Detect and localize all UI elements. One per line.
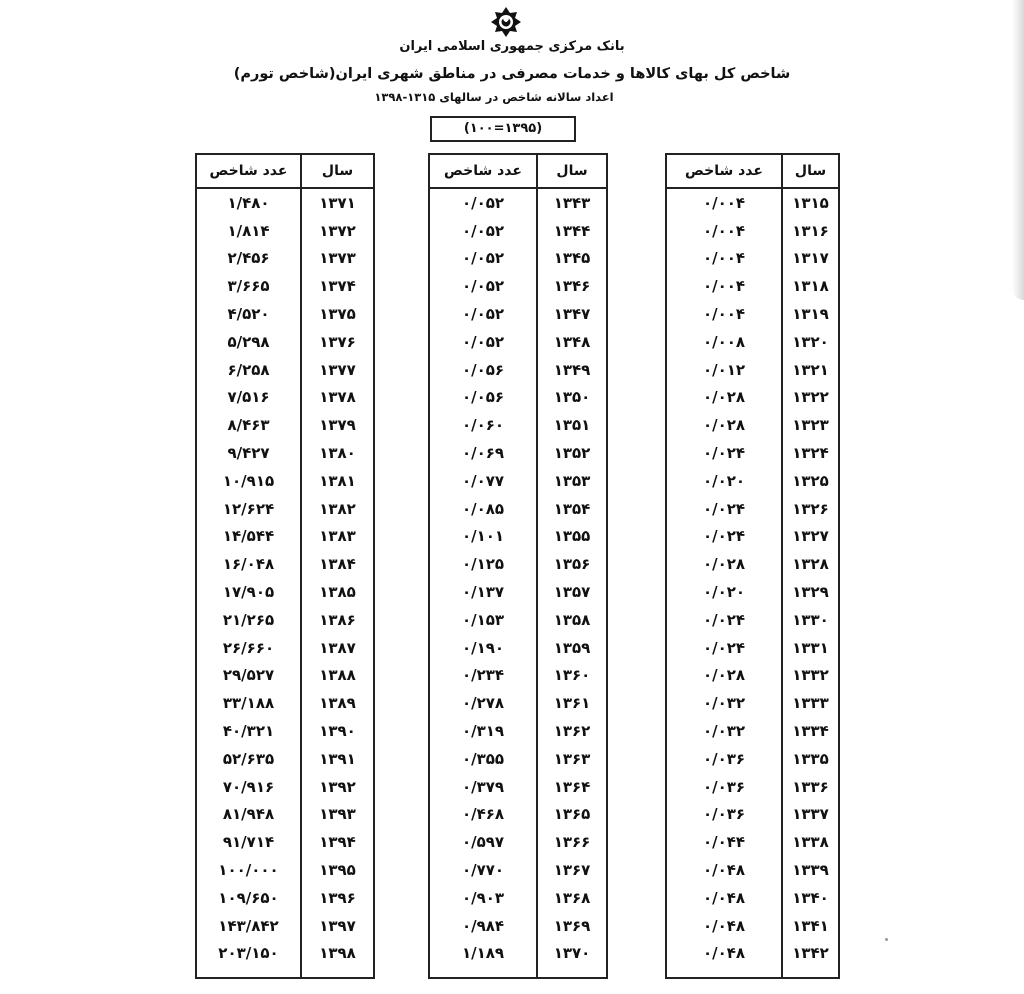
table-row (197, 439, 373, 467)
index-cell: ۰/۰۰۴ (702, 249, 746, 268)
table-row (197, 940, 373, 968)
year-cell: ۱۳۶۴ (536, 773, 606, 801)
year-cell: ۱۳۴۸ (536, 328, 606, 356)
table-row (430, 884, 606, 912)
year-column-header: سال (781, 155, 838, 187)
year-cell: ۱۳۷۵ (300, 300, 373, 328)
table-row (197, 356, 373, 384)
index-cell: ۰/۱۳۷ (461, 583, 505, 602)
index-cell: ۰/۰۷۷ (461, 471, 505, 490)
year-cell: ۱۳۴۴ (536, 217, 606, 245)
year-cell: ۱۳۳۱ (781, 634, 838, 662)
central-bank-logo-icon (489, 6, 523, 38)
index-cell: ۰/۰۲۸ (702, 666, 746, 685)
index-cell: ۸۱/۹۴۸ (222, 805, 275, 824)
index-table-1315-1342 (665, 153, 840, 979)
year-cell: ۱۳۸۰ (300, 439, 373, 467)
year-cell: ۱۳۴۲ (781, 940, 838, 968)
index-cell: ۰/۰۰۴ (702, 221, 746, 240)
table-row (667, 523, 838, 551)
index-cell: ۰/۳۱۹ (461, 722, 505, 741)
year-cell: ۱۳۸۶ (300, 606, 373, 634)
table-row (667, 495, 838, 523)
index-cell: ۰/۰۲۰ (702, 583, 746, 602)
index-cell: ۷۰/۹۱۶ (222, 777, 275, 796)
table-header (667, 155, 838, 189)
index-cell: ۰/۰۲۴ (702, 444, 746, 463)
year-cell: ۱۳۱۶ (781, 217, 838, 245)
year-cell: ۱۳۸۷ (300, 634, 373, 662)
year-cell: ۱۳۵۶ (536, 550, 606, 578)
table-row (430, 745, 606, 773)
table-row (430, 634, 606, 662)
table-row (197, 689, 373, 717)
year-cell: ۱۳۵۱ (536, 411, 606, 439)
index-cell: ۴/۵۲۰ (227, 305, 270, 324)
table-row (197, 884, 373, 912)
table-row (197, 801, 373, 829)
table-row (667, 245, 838, 273)
year-cell: ۱۳۲۷ (781, 523, 838, 551)
table-row (197, 745, 373, 773)
year-cell: ۱۳۱۵ (781, 189, 838, 217)
index-cell: ۸/۴۶۳ (227, 416, 270, 435)
year-cell: ۱۳۲۴ (781, 439, 838, 467)
year-cell: ۱۳۶۳ (536, 745, 606, 773)
year-cell: ۱۳۵۰ (536, 384, 606, 412)
table-row (430, 689, 606, 717)
index-cell: ۰/۰۵۲ (461, 305, 505, 324)
column-divider (300, 155, 302, 977)
table-row (197, 189, 373, 217)
table-row (430, 606, 606, 634)
table-rows (197, 189, 373, 967)
index-cell: ۰/۰۰۸ (702, 332, 746, 351)
year-cell: ۱۳۵۸ (536, 606, 606, 634)
table-row (667, 745, 838, 773)
year-cell: ۱۳۸۵ (300, 578, 373, 606)
year-cell: ۱۳۴۰ (781, 884, 838, 912)
index-cell: ۵۲/۶۳۵ (222, 749, 275, 768)
table-row (667, 356, 838, 384)
year-cell: ۱۳۳۸ (781, 828, 838, 856)
year-cell: ۱۳۲۱ (781, 356, 838, 384)
index-cell: ۰/۴۶۸ (461, 805, 505, 824)
table-row (430, 439, 606, 467)
year-cell: ۱۳۴۹ (536, 356, 606, 384)
year-cell: ۱۳۳۹ (781, 856, 838, 884)
table-row (667, 467, 838, 495)
table-row (667, 578, 838, 606)
year-cell: ۱۳۶۰ (536, 662, 606, 690)
year-cell: ۱۳۵۳ (536, 467, 606, 495)
index-cell: ۰/۰۰۴ (702, 277, 746, 296)
year-cell: ۱۳۹۴ (300, 828, 373, 856)
table-row (197, 856, 373, 884)
year-cell: ۱۳۸۸ (300, 662, 373, 690)
index-table-1371-1398 (195, 153, 375, 979)
index-cell: ۰/۰۴۸ (702, 916, 746, 935)
year-cell: ۱۳۴۶ (536, 272, 606, 300)
year-cell: ۱۳۹۶ (300, 884, 373, 912)
table-row (430, 411, 606, 439)
index-cell: ۰/۹۰۳ (461, 888, 505, 907)
table-row (430, 578, 606, 606)
index-cell: ۲۱/۲۶۵ (222, 610, 275, 629)
year-cell: ۱۳۶۷ (536, 856, 606, 884)
index-cell: ۰/۰۵۲ (461, 249, 505, 268)
table-row (667, 884, 838, 912)
year-cell: ۱۳۷۹ (300, 411, 373, 439)
index-cell: ۳/۶۶۵ (227, 277, 270, 296)
table-row (667, 801, 838, 829)
table-row (197, 495, 373, 523)
index-cell: ۰/۰۶۹ (461, 444, 505, 463)
index-column-header: عدد شاخص (209, 163, 288, 179)
year-cell: ۱۳۲۶ (781, 495, 838, 523)
year-cell: ۱۳۶۱ (536, 689, 606, 717)
year-cell: ۱۳۷۰ (536, 940, 606, 968)
index-cell: ۰/۰۸۵ (461, 499, 505, 518)
table-row (430, 828, 606, 856)
table-row (197, 523, 373, 551)
year-cell: ۱۳۹۷ (300, 912, 373, 940)
index-cell: ۱۶/۰۴۸ (222, 555, 275, 574)
table-row (430, 523, 606, 551)
year-cell: ۱۳۵۷ (536, 578, 606, 606)
column-divider (781, 155, 783, 977)
year-cell: ۱۳۱۷ (781, 245, 838, 273)
table-row (430, 662, 606, 690)
table-row (430, 300, 606, 328)
table-row (667, 662, 838, 690)
year-cell: ۱۳۲۹ (781, 578, 838, 606)
year-cell: ۱۳۷۴ (300, 272, 373, 300)
index-cell: ۰/۰۱۲ (702, 360, 746, 379)
year-cell: ۱۳۷۲ (300, 217, 373, 245)
table-row (667, 328, 838, 356)
table-row (430, 856, 606, 884)
table-row (197, 272, 373, 300)
table-row (197, 912, 373, 940)
table-row (430, 940, 606, 968)
table-row (197, 717, 373, 745)
year-cell: ۱۳۶۹ (536, 912, 606, 940)
year-cell: ۱۳۳۷ (781, 801, 838, 829)
index-cell: ۰/۰۵۲ (461, 221, 505, 240)
year-cell: ۱۳۸۹ (300, 689, 373, 717)
index-column-header: عدد شاخص (685, 163, 763, 179)
year-cell: ۱۳۳۵ (781, 745, 838, 773)
table-row (197, 384, 373, 412)
table-row (430, 272, 606, 300)
index-cell: ۰/۲۳۴ (461, 666, 505, 685)
index-cell: ۹۱/۷۱۴ (222, 833, 275, 852)
year-cell: ۱۳۹۸ (300, 940, 373, 968)
year-cell: ۱۳۷۷ (300, 356, 373, 384)
table-row (430, 773, 606, 801)
index-cell: ۰/۰۲۴ (702, 638, 746, 657)
index-cell: ۰/۵۹۷ (461, 833, 505, 852)
bank-name: بانک مرکزی جمهوری اسلامی ایران (399, 39, 625, 54)
year-cell: ۱۳۸۳ (300, 523, 373, 551)
table-row (197, 578, 373, 606)
table-row (667, 550, 838, 578)
table-row (430, 328, 606, 356)
index-cell: ۰/۰۵۲ (461, 193, 505, 212)
table-rows (667, 189, 838, 967)
year-cell: ۱۳۱۹ (781, 300, 838, 328)
table-row (197, 662, 373, 690)
table-row (667, 272, 838, 300)
index-cell: ۰/۷۷۰ (461, 861, 505, 880)
year-cell: ۱۳۷۳ (300, 245, 373, 273)
table-row (667, 189, 838, 217)
table-row (430, 495, 606, 523)
year-column-header: سال (300, 155, 373, 187)
table-row (667, 634, 838, 662)
year-cell: ۱۳۵۹ (536, 634, 606, 662)
index-cell: ۰/۲۷۸ (461, 694, 505, 713)
table-row (430, 912, 606, 940)
index-cell: ۱۷/۹۰۵ (222, 583, 275, 602)
year-cell: ۱۳۹۲ (300, 773, 373, 801)
index-cell: ۱۲/۶۲۴ (222, 499, 275, 518)
table-row (430, 717, 606, 745)
table-row (667, 689, 838, 717)
index-cell: ۲/۴۵۶ (227, 249, 270, 268)
year-cell: ۱۳۴۳ (536, 189, 606, 217)
index-cell: ۳۳/۱۸۸ (222, 694, 275, 713)
index-cell: ۰/۰۲۸ (702, 416, 746, 435)
year-cell: ۱۳۶۲ (536, 717, 606, 745)
index-cell: ۰/۰۲۴ (702, 499, 746, 518)
table-row (667, 606, 838, 634)
index-cell: ۰/۰۴۴ (702, 833, 746, 852)
base-year-box: (۱۳۹۵=۱۰۰) (430, 116, 576, 142)
column-divider (536, 155, 538, 977)
index-cell: ۰/۰۲۴ (702, 527, 746, 546)
index-cell: ۰/۰۴۸ (702, 888, 746, 907)
table-row (667, 717, 838, 745)
index-cell: ۰/۰۳۶ (702, 805, 746, 824)
table-row (667, 940, 838, 968)
table-row (667, 912, 838, 940)
table-row (430, 189, 606, 217)
table-row (430, 801, 606, 829)
index-cell: ۰/۰۲۸ (702, 388, 746, 407)
table-row (430, 467, 606, 495)
table-row (197, 245, 373, 273)
index-cell: ۱۴۳/۸۴۲ (218, 916, 279, 935)
table-row (667, 300, 838, 328)
table-row (430, 217, 606, 245)
table-row (430, 356, 606, 384)
year-cell: ۱۳۵۲ (536, 439, 606, 467)
index-cell: ۰/۹۸۴ (461, 916, 505, 935)
index-cell: ۱۴/۵۴۴ (222, 527, 275, 546)
index-cell: ۰/۱۰۱ (461, 527, 505, 546)
year-cell: ۱۳۳۰ (781, 606, 838, 634)
year-cell: ۱۳۸۲ (300, 495, 373, 523)
table-row (667, 773, 838, 801)
table-row (667, 217, 838, 245)
year-cell: ۱۳۳۳ (781, 689, 838, 717)
table-row (430, 384, 606, 412)
table-row (667, 439, 838, 467)
table-row (197, 217, 373, 245)
year-cell: ۱۳۳۴ (781, 717, 838, 745)
index-cell: ۰/۰۵۲ (461, 332, 505, 351)
index-cell: ۰/۰۴۸ (702, 861, 746, 880)
year-cell: ۱۳۴۵ (536, 245, 606, 273)
index-cell: ۰/۰۲۴ (702, 610, 746, 629)
year-cell: ۱۳۷۸ (300, 384, 373, 412)
index-cell: ۲۹/۵۲۷ (222, 666, 275, 685)
table-row (667, 856, 838, 884)
page-title: شاخص کل بهای کالاها و خدمات مصرفی در مناطق شهری ایران(شاخص تورم) (233, 66, 791, 82)
year-cell: ۱۳۲۰ (781, 328, 838, 356)
year-cell: ۱۳۶۶ (536, 828, 606, 856)
index-cell: ۰/۱۲۵ (461, 555, 505, 574)
table-row (667, 384, 838, 412)
page-subtitle: اعداد سالانه شاخص در سالهای ۱۳۱۵-۱۳۹۸ (374, 90, 614, 104)
table-row (667, 828, 838, 856)
index-cell: ۷/۵۱۶ (227, 388, 270, 407)
index-cell: ۹/۴۲۷ (227, 444, 270, 463)
index-cell: ۰/۰۰۴ (702, 305, 746, 324)
index-cell: ۲۶/۶۶۰ (222, 638, 275, 657)
year-cell: ۱۳۴۷ (536, 300, 606, 328)
index-cell: ۰/۰۵۶ (461, 388, 505, 407)
index-cell: ۱/۸۱۴ (227, 221, 270, 240)
index-cell: ۱۰/۹۱۵ (222, 471, 275, 490)
index-cell: ۰/۰۰۴ (702, 193, 746, 212)
table-row (667, 411, 838, 439)
index-cell: ۰/۱۹۰ (461, 638, 505, 657)
index-cell: ۶/۲۵۸ (227, 360, 270, 379)
year-cell: ۱۳۲۳ (781, 411, 838, 439)
index-cell: ۱/۴۸۰ (227, 193, 270, 212)
scan-speck (885, 938, 888, 941)
index-cell: ۰/۰۵۶ (461, 360, 505, 379)
year-cell: ۱۳۶۸ (536, 884, 606, 912)
index-cell: ۱/۱۸۹ (461, 944, 505, 963)
table-row (197, 634, 373, 662)
table-row (430, 550, 606, 578)
year-cell: ۱۳۱۸ (781, 272, 838, 300)
index-cell: ۱۰۹/۶۵۰ (218, 888, 279, 907)
index-cell: ۲۰۳/۱۵۰ (218, 944, 279, 963)
index-table-1343-1370 (428, 153, 608, 979)
index-cell: ۰/۰۴۸ (702, 944, 746, 963)
index-cell: ۰/۰۳۶ (702, 749, 746, 768)
table-row (197, 606, 373, 634)
index-cell: ۰/۰۲۰ (702, 471, 746, 490)
year-cell: ۱۳۲۵ (781, 467, 838, 495)
year-cell: ۱۳۹۳ (300, 801, 373, 829)
table-row (197, 328, 373, 356)
table-row (197, 467, 373, 495)
table-row (197, 300, 373, 328)
table-row (197, 550, 373, 578)
table-rows (430, 189, 606, 967)
index-cell: ۴۰/۳۲۱ (222, 722, 275, 741)
index-cell: ۰/۰۳۲ (702, 694, 746, 713)
index-cell: ۰/۰۳۶ (702, 777, 746, 796)
index-cell: ۰/۰۵۲ (461, 277, 505, 296)
year-cell: ۱۳۹۱ (300, 745, 373, 773)
year-cell: ۱۳۹۰ (300, 717, 373, 745)
year-cell: ۱۳۷۱ (300, 189, 373, 217)
index-cell: ۰/۰۶۰ (461, 416, 505, 435)
index-cell: ۰/۱۵۳ (461, 610, 505, 629)
index-cell: ۰/۰۲۸ (702, 555, 746, 574)
year-column-header: سال (536, 155, 606, 187)
table-header (430, 155, 606, 189)
year-cell: ۱۳۹۵ (300, 856, 373, 884)
table-row (430, 245, 606, 273)
year-cell: ۱۳۵۵ (536, 523, 606, 551)
table-header (197, 155, 373, 189)
year-cell: ۱۳۲۲ (781, 384, 838, 412)
table-row (197, 773, 373, 801)
year-cell: ۱۳۵۴ (536, 495, 606, 523)
year-cell: ۱۳۳۲ (781, 662, 838, 690)
year-cell: ۱۳۸۱ (300, 467, 373, 495)
index-cell: ۰/۳۷۹ (461, 777, 505, 796)
year-cell: ۱۳۸۴ (300, 550, 373, 578)
index-cell: ۱۰۰/۰۰۰ (218, 861, 279, 880)
index-cell: ۵/۲۹۸ (227, 332, 270, 351)
table-row (197, 828, 373, 856)
year-cell: ۱۳۴۱ (781, 912, 838, 940)
year-cell: ۱۳۲۸ (781, 550, 838, 578)
year-cell: ۱۳۷۶ (300, 328, 373, 356)
year-cell: ۱۳۶۵ (536, 801, 606, 829)
index-cell: ۰/۰۳۲ (702, 722, 746, 741)
year-cell: ۱۳۳۶ (781, 773, 838, 801)
table-row (197, 411, 373, 439)
index-cell: ۰/۳۵۵ (461, 749, 505, 768)
index-column-header: عدد شاخص (444, 163, 522, 179)
